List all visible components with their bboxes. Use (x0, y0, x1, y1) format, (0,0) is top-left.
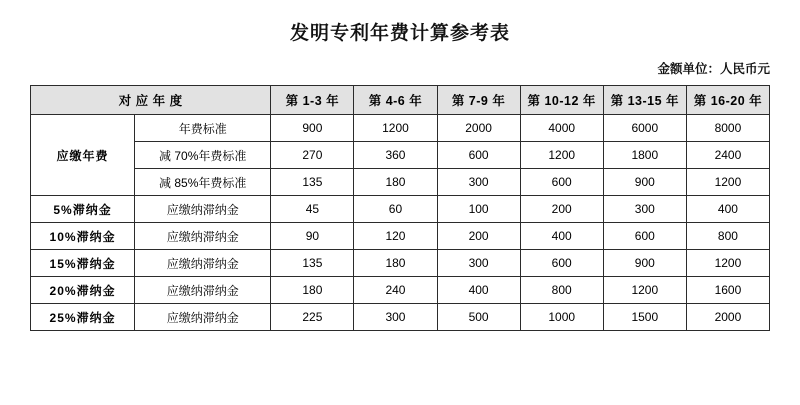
cell-value: 800 (686, 223, 769, 250)
cell-value: 900 (271, 115, 354, 142)
cell-value: 300 (603, 196, 686, 223)
table-header-row (31, 86, 770, 115)
table-row (31, 277, 770, 304)
cell-value: 225 (271, 304, 354, 331)
column-header-y10-12: 第 10-12 年 (520, 86, 603, 115)
row-group-label-late-fee-5: 5%滞纳金 (31, 196, 135, 223)
column-header-y7-9: 第 7-9 年 (437, 86, 520, 115)
cell-value: 1200 (520, 142, 603, 169)
row-group-label-late-fee-15: 15%滞纳金 (31, 250, 135, 277)
column-header-y1-3: 第 1-3 年 (271, 86, 354, 115)
cell-value: 1500 (603, 304, 686, 331)
cell-value: 240 (354, 277, 437, 304)
cell-value: 2000 (686, 304, 769, 331)
cell-value: 2400 (686, 142, 769, 169)
cell-value: 400 (520, 223, 603, 250)
column-header-y16-20: 第 16-20 年 (686, 86, 769, 115)
column-header-y4-6: 第 4-6 年 (354, 86, 437, 115)
table-body (31, 115, 770, 331)
cell-value: 8000 (686, 115, 769, 142)
cell-value: 6000 (603, 115, 686, 142)
cell-value: 600 (520, 169, 603, 196)
cell-value: 135 (271, 250, 354, 277)
column-header-y13-15: 第 13-15 年 (603, 86, 686, 115)
cell-value: 900 (603, 250, 686, 277)
row-group-label-late-fee-10: 10%滞纳金 (31, 223, 135, 250)
cell-value: 135 (271, 169, 354, 196)
currency-unit-note: 金额单位：人民币元 (657, 62, 770, 76)
row-sub-label: 年费标准 (135, 115, 271, 142)
fee-reference-table (30, 85, 770, 331)
cell-value: 400 (686, 196, 769, 223)
table-row (31, 115, 770, 142)
cell-value: 180 (271, 277, 354, 304)
cell-value: 1800 (603, 142, 686, 169)
table-container (0, 77, 800, 331)
cell-value: 1200 (603, 277, 686, 304)
cell-value: 1200 (354, 115, 437, 142)
cell-value: 60 (354, 196, 437, 223)
cell-value: 400 (437, 277, 520, 304)
row-sub-label: 减 70%年费标准 (135, 142, 271, 169)
cell-value: 800 (520, 277, 603, 304)
cell-value: 180 (354, 250, 437, 277)
cell-value: 600 (603, 223, 686, 250)
table-row (31, 304, 770, 331)
row-sub-label: 应缴纳滞纳金 (135, 304, 271, 331)
table-row (31, 169, 770, 196)
cell-value: 90 (271, 223, 354, 250)
table-row (31, 223, 770, 250)
cell-value: 270 (271, 142, 354, 169)
cell-value: 100 (437, 196, 520, 223)
row-group-label-late-fee-20: 20%滞纳金 (31, 277, 135, 304)
row-sub-label: 应缴纳滞纳金 (135, 277, 271, 304)
table-header (31, 86, 770, 115)
cell-value: 600 (520, 250, 603, 277)
table-row (31, 142, 770, 169)
row-group-label-late-fee-25: 25%滞纳金 (31, 304, 135, 331)
row-group-label-annual-fee: 应缴年费 (31, 115, 135, 196)
row-sub-label: 应缴纳滞纳金 (135, 250, 271, 277)
cell-value: 45 (271, 196, 354, 223)
page-title: 发明专利年费计算参考表 (289, 23, 510, 44)
cell-value: 4000 (520, 115, 603, 142)
cell-value: 300 (354, 304, 437, 331)
cell-value: 120 (354, 223, 437, 250)
cell-value: 900 (603, 169, 686, 196)
cell-value: 1200 (686, 250, 769, 277)
cell-value: 200 (437, 223, 520, 250)
cell-value: 1200 (686, 169, 769, 196)
table-row (31, 196, 770, 223)
cell-value: 300 (437, 250, 520, 277)
cell-value: 600 (437, 142, 520, 169)
cell-value: 1600 (686, 277, 769, 304)
table-row (31, 250, 770, 277)
cell-value: 300 (437, 169, 520, 196)
cell-value: 500 (437, 304, 520, 331)
cell-value: 200 (520, 196, 603, 223)
row-sub-label: 减 85%年费标准 (135, 169, 271, 196)
cell-value: 360 (354, 142, 437, 169)
column-header-period: 对 应 年 度 (31, 86, 271, 115)
cell-value: 180 (354, 169, 437, 196)
cell-value: 2000 (437, 115, 520, 142)
cell-value: 1000 (520, 304, 603, 331)
row-sub-label: 应缴纳滞纳金 (135, 223, 271, 250)
row-sub-label: 应缴纳滞纳金 (135, 196, 271, 223)
